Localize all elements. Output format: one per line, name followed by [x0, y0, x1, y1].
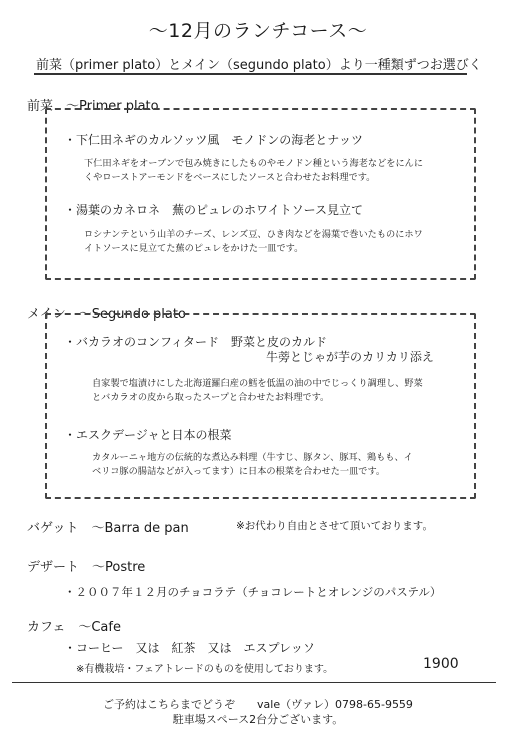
- dessert-heading: デザート ～Postre: [27, 560, 146, 575]
- parking-info: 駐車場スペース2台分ございます。: [172, 713, 344, 726]
- main-1-name: ・バカラオのコンフィタード 野菜と皮のカルド: [64, 335, 328, 349]
- course-instructions: 前菜（primer plato）とメイン（segundo plato）より一種類ずつお選びく: [36, 58, 482, 73]
- starter-2-description: [84, 228, 464, 255]
- subtitle-underline: [34, 73, 467, 75]
- main-1-description: [92, 377, 464, 404]
- cafe-note: ※有機栽培・フェアトレードのものを使用しております。: [76, 664, 334, 675]
- main-2-desc-line1: カタルーニャ地方の伝統的な煮込み料理（牛すじ、豚タン、豚耳、鶏もも、イ: [92, 452, 413, 463]
- main-2-name: ・エスクデージャと日本の根菜: [64, 428, 232, 442]
- dessert-item: ・２００７年１２月のチョコラテ（チョコレートとオレンジのパステル）: [64, 585, 442, 599]
- course-price: 1900: [423, 656, 459, 672]
- starters-heading: 前菜 ～Primer plato: [27, 99, 159, 114]
- starter-1-desc-line1: 下仁田ネギをオーブンで包み焼きにしたものやモノドン種という海老などをにんに: [84, 158, 424, 169]
- main-1-desc-line1: 自家製で塩漬けにした北海道羅臼産の鱈を低温の油の中でじっくり調理し、野菜: [92, 378, 423, 389]
- cafe-heading: カフェ ～Cafe: [27, 620, 121, 635]
- main-2-desc-line2: ベリコ豚の腸詰などが入ってます）に日本の根菜を合わせた一皿です。: [92, 465, 386, 477]
- bread-note: ※お代わり自由とさせて頂いております。: [236, 520, 433, 532]
- bread-heading: バゲット ～Barra de pan: [27, 521, 189, 536]
- starter-1-description: [84, 157, 464, 184]
- starter-1-desc-line2: くやローストアーモンドをベースにしたソースと合わせたお料理です。: [84, 171, 376, 183]
- main-2-description: [92, 451, 464, 478]
- starter-1-name: ・下仁田ネギのカルソッツ風 モノドンの海老とナッツ: [64, 133, 364, 147]
- footer-divider: [12, 682, 496, 683]
- main-1-desc-line2: とバカラオの皮から取ったスープと合わせたお料理です。: [92, 391, 330, 403]
- starter-2-desc-line1: ロシナンテという山羊のチーズ、レンズ豆、ひき肉などを湯葉で巻いたものにホワ: [84, 229, 423, 240]
- starter-2-desc-line2: イトソースに見立てた蕪のピュレをかけた一皿です。: [84, 242, 304, 254]
- mains-heading: メイン ～Segundo plato: [27, 307, 186, 322]
- page-title: ～12月のランチコース～: [148, 20, 368, 42]
- reservation-info: ご予約はこちらまでどうぞ vale（ヴァレ）0798-65-9559: [103, 698, 413, 711]
- main-1-name-line2: 牛蒡とじゃが芋のカリカリ添え: [266, 350, 434, 364]
- cafe-item: ・コーヒー 又は 紅茶 又は エスプレッソ: [64, 641, 315, 655]
- starter-2-name: ・湯葉のカネロネ 蕪のピュレのホワイトソース見立て: [64, 203, 364, 217]
